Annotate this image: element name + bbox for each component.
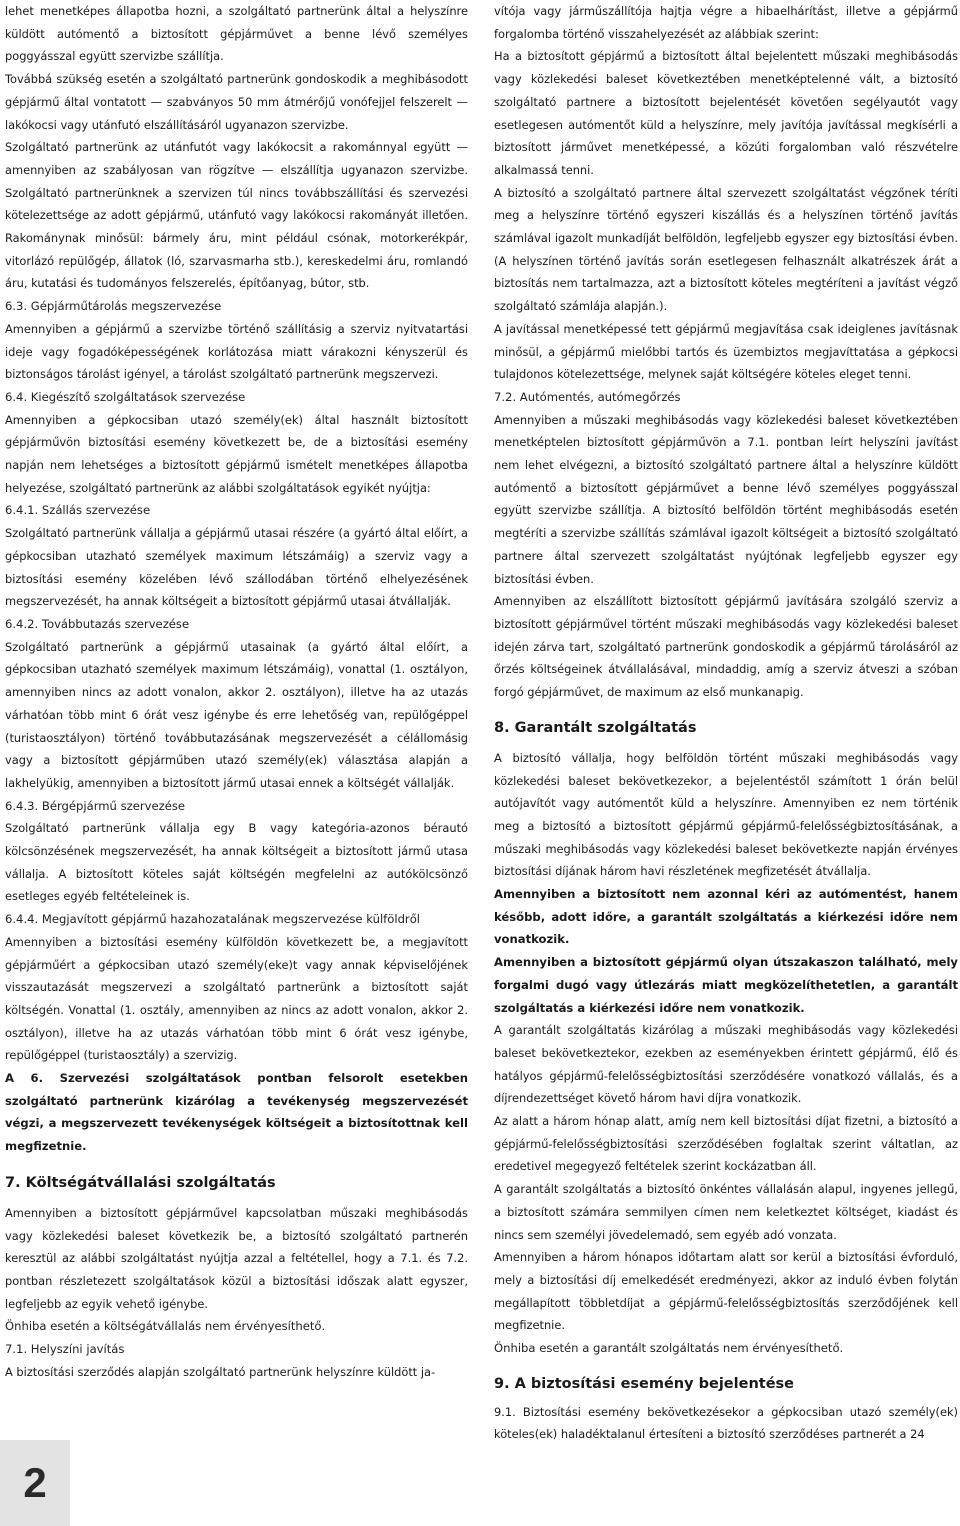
paragraph: Szolgáltató partnerünk vállalja a gépjármű utasai részére (a gyártó által előírt, a gépkocsiban utazható személyek maximum létszámáig) a szerviz vagy a biztosítási esemény közelében lévő szállodában történő elhelyezésének megszervezését, ha annak költségeit a biztosított gépjármű utasai átvállalják. [5, 526, 468, 609]
section-heading-7-2: 7.2. Autómentés, autómegőrzés [494, 389, 681, 404]
section-heading-6-4: 6.4. Kiegészítő szolgáltatások szervezése [5, 389, 246, 404]
paragraph: Továbbá szükség esetén a szolgáltató partnerünk gondoskodik a meghibásodott gépjármű által vontatott — szabványos 50 mm átmérőjű vonófejjel felszerelt — lakókocsi vagy utánfutó elszállításáról ugyanazon szervizbe. [5, 72, 468, 132]
section-heading-6-4-2: 6.4.2. Továbbutazás szervezése [5, 616, 190, 631]
chapter-heading-7: 7. Költségátvállalási szolgáltatás [5, 1174, 276, 1191]
paragraph: A biztosítási szerződés alapján szolgáltató partnerünk helyszínre küldött ja- [5, 1364, 436, 1379]
paragraph: Szolgáltató partnerünk az utánfutót vagy lakókocsit a rakománnyal együtt — amennyiben az szabályosan van rögzítve — elszállítja ugyanazon szervizbe. Szolgáltató partnerünknek a szervizen túl nincs továbbszállítási és szervezési kötelezettsége az adott gépjármű, utánfutó vagy lakókocsi rakományát illetően. Rakománynak minősül: bármely áru, mint például csónak, motorkerékpár, vitorlázó repülőgép, állatok (ló, szarvasmarha stb.), kereskedelmi áru, romlandó áru, kutatási és tudományos felszerelés, építőanyag, bútor, stb. [5, 140, 468, 291]
paragraph: Amennyiben az elszállított biztosított gépjármű javítására szolgáló szerviz a biztosított gépjárművel történt műszaki meghibásodás vagy közlekedési baleset idején zárva tart, szolgáltató partnerünk gondoskodik a gépjármű tárolásáról az őrzés költségeinek átvállalásával, mindaddig, amíg a szerviz átveszi a szóban forgó gépjárművet, de maximum az első munkanapig. [494, 594, 958, 700]
paragraph: lehet menetképes állapotba hozni, a szolgáltató partnerünk által a helyszínre küldött autómentő a biztosított gépjárművet a benne lévő személyes poggyásszal együtt szervizbe szállítja. [5, 4, 468, 64]
paragraph: Szolgáltató partnerünk vállalja egy B vagy kategória-azonos bérautó kölcsönzésének megszervezését, ha annak költségeit a biztosított jármű utasa vállalja. A biztosított köteles saját költségén megfelelni az autókölcsönző esetleges egyéb feltételeinek is. [5, 821, 468, 904]
paragraph: vítója vagy járműszállítója hajtja végre a hibaelhárítást, illetve a gépjármű forgalomba történő visszahelyezését az alábbiak szerint: [494, 4, 958, 41]
paragraph: Amennyiben a biztosított gépjárművel kapcsolatban műszaki meghibásodás vagy közlekedési baleset következik be, a biztosító szolgáltató partnerén keresztül az alábbi szolgáltatást nyújtja azzal a feltétellel, hogy a 7.1. és 7.2. pontban részletezett szolgáltatások közül a biztosítási időszak alatt egyszer, legfeljebb az egyik vehető igénybe. [5, 1205, 468, 1311]
right-column [494, 0, 958, 1446]
paragraph: A garantált szolgáltatás kizárólag a műszaki meghibásodás vagy közlekedési baleset bekövetkeztekor, ezekben az eseményekben érintett gépjármű, élő és hatályos gépjármű-felelősségbiztosítási szerződésére vonatkozó vállalás, és a díjrendezettséget követő három havi díjra vonatkozik. [494, 1023, 958, 1106]
paragraph: Amennyiben a három hónapos időtartam alatt sor kerül a biztosítási évforduló, mely a biztosítási díj emelkedését eredményezi, akkor az induló évben folytán megállapított többletdíjat a gépjármű-felelősségbiztosítás szerződőjének kell megfizetnie. [494, 1250, 958, 1333]
paragraph: Amennyiben a gépkocsiban utazó személy(ek) által használt biztosított gépjárművön biztosítási esemény következett be, de a biztosítási esemény napján nem lehetséges a biztosított gépjármű ismételt menetképes állapotba helyezése, szolgáltató partnerünk az alábbi szolgáltatások egyikét nyújtja: [5, 412, 468, 495]
section-heading-6-4-3: 6.4.3. Bérgépjármű szervezése [5, 798, 185, 813]
chapter-heading-9: 9. A biztosítási esemény bejelentése [494, 1375, 795, 1392]
paragraph: A biztosító vállalja, hogy belföldön történt műszaki meghibásodás vagy közlekedési baleset bekövetkezekor, a bejelentéstől számított 1 órán belül autójavítót vagy autómentőt küld a helyszínre. Amennyiben ez nem történik meg a biztosító a biztosított gépjármű gépjármű-felelősségbiztosításának, a műszaki meghibásodás vagy közlekedési baleset bekövetkezte napján érvényes biztosítási díjának három havi részletének megfizetését átvállalja. [494, 750, 958, 879]
section-heading-6-4-4: 6.4.4. Megjavított gépjármű hazahozatalának megszervezése külföldről [5, 912, 421, 927]
bold-notice: A 6. Szervezési szolgáltatások pontban felsorolt esetekben szolgáltató partnerünk kizárólag a tevékenység megszervezését végzi, a megszervezett tevékenységek költségeit a biztosítottnak kell megfizetnie. [5, 1071, 468, 1154]
paragraph: Ha a biztosított gépjármű a biztosított által bejelentett műszaki meghibásodás vagy közlekedési baleset következtében menetképtelenné vált, a biztosító szolgáltató partnere a biztosított bejelentését követően segélyautót vagy esetlegesen autómentőt küld a helyszínre, mely javítója javítással megkísérli a biztosított járművet menetképessé, a közúti forgalomban való részvételre alkalmassá tenni. [494, 49, 958, 177]
notice-line: Önhiba esetén a garantált szolgáltatás nem érvényesíthető. [494, 1341, 844, 1356]
paragraph: Amennyiben a gépjármű a szervizbe történő szállításig a szerviz nyitvatartási ideje vagy fogadóképességének korlátozása miatt várakozni kényszerül és biztonságos tárolást igényel, a tárolást szolgáltató partnerünk megszervezi. [5, 321, 468, 382]
paragraph: Szolgáltató partnerünk a gépjármű utasainak (a gyártó által előírt, a gépkocsiban utazható személyek maximum létszámáig), vonattal (1. osztályon, amennyiben nincs az adott vonalon, akkor 2. osztályon), illetve ha az utazás várhatóan több mint 6 órát vesz igénybe és erre lehetőség van, repülőgéppel (turistaosztályon) történő továbbutazásának megszervezését a célállomásig vagy a biztosított gépjárműben utazó személy(ek) választása alapján a lakhelyükig, amennyiben a biztosított jármű utasai ennek a költségét vállalják. [5, 639, 468, 790]
paragraph: Amennyiben a biztosítási esemény külföldön következett be, a megjavított gépjárműért a gépkocsiban utazó személy(eke)t vagy annak képviselőjének visszautazását megszervezi a szolgáltató partnerünk a biztosított saját költségén. Vonattal (1. osztály, amennyiben az nincs az adott vonalon, akkor 2. osztályon), illetve ha az utazás várhatóan több mint 6 órát vesz igénybe, repülőgéppel (turistaosztály) a szervizig. [5, 934, 468, 1063]
chapter-heading-8: 8. Garantált szolgáltatás [494, 719, 697, 736]
paragraph: A javítással menetképessé tett gépjármű megjavítása csak ideiglenes javításnak minősül, a gépjármű mielőbbi tartós és üzembiztos megjavíttatása a gépkocsi tulajdonos kötelezettsége, melynek saját költségére köteles eleget tenni. [494, 321, 958, 382]
paragraph: Az alatt a három hónap alatt, amíg nem kell biztosítási díjat fizetni, a biztosító a gépjármű-felelősségbiztosítási szerződésében foglaltak szerint váltatlan, az eredetivel megegyező feltételek szerint kockázatban áll. [494, 1114, 958, 1174]
bold-notice: Amennyiben a biztosított nem azonnal kéri az autómentést, hanem később, adott időre, a garantált szolgáltatás a kiérkezési időre nem vonatkozik. [494, 887, 958, 947]
paragraph: A biztosító a szolgáltató partnere által szervezett szolgáltatást végzőnek téríti meg a helyszínre történő egyszeri kiszállás és a helyszínen történő javítás számlával igazolt munkadíját belföldön, legfeljebb egyszer egy biztosítási évben. (A helyszínen történő javítás során esetlegesen felhasznált alkatrészek árát a biztosítás nem tartalmazza, azt a biztosított köteles megtéríteni a javítást végző szolgáltató számlája alapján.). [494, 185, 958, 314]
section-heading-6-3: 6.3. Gépjárműtárolás megszervezése [5, 299, 222, 314]
notice-line: Önhiba esetén a költségátvállalás nem érvényesíthető. [5, 1319, 326, 1334]
bold-notice: Amennyiben a biztosított gépjármű olyan útszakaszon található, mely forgalmi dugó vagy útlezárás miatt megközelíthetetlen, a garantált szolgáltatás a kiérkezési időre nem vonatkozik. [494, 955, 958, 1015]
paragraph: Amennyiben a műszaki meghibásodás vagy közlekedési baleset következtében menetképtelen biztosított gépjárművön a 7.1. pontban leírt helyszíni javítást nem lehet elvégezni, a biztosító szolgáltató partnere által a helyszínre küldött autómentő a biztosított gépjárművet a benne lévő személyes poggyásszal együtt szervizbe szállítja. A biztosító belföldön történt meghibásodás esetén megtéríti a szervizbe szállítás számlával igazolt költségeit a biztosító szolgáltató partnere által szervezett szolgáltatást nyújtónak legfeljebb egyszer egy biztosítási évben. [494, 412, 958, 586]
section-heading-7-1: 7.1. Helyszíni javítás [5, 1342, 125, 1357]
page-number: 2 [0, 1440, 70, 1526]
section-heading-6-4-1: 6.4.1. Szállás szervezése [5, 503, 151, 518]
paragraph: 9.1. Biztosítási esemény bekövetkezésekor a gépkocsiban utazó személy(ek) köteles(ek) haladéktalanul értesíteni a biztosító szerződéses partnerét a 24 [494, 1404, 958, 1442]
left-column [5, 0, 468, 1383]
paragraph: A garantált szolgáltatás a biztosító önkéntes vállalásán alapul, ingyenes jellegű, a biztosított számára semmilyen címen nem keletkeztet költséget, kiadást és nincs sem személyi jövedelemadó, sem egyéb adó vonzata. [494, 1182, 958, 1242]
